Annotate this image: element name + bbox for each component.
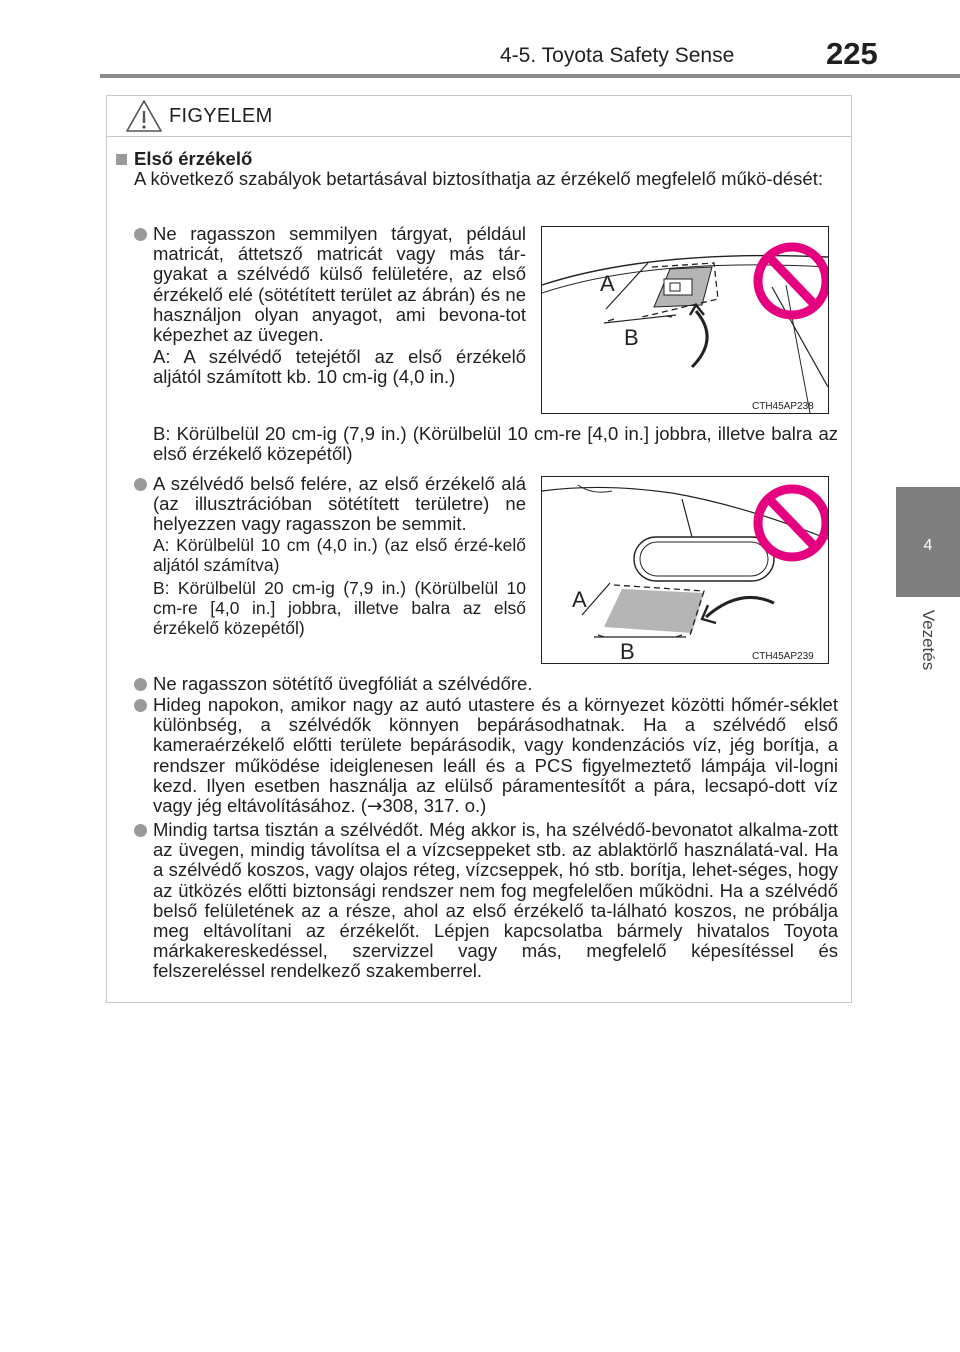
figure1-label-a: A bbox=[600, 271, 615, 296]
item4-text bbox=[153, 695, 838, 817]
prohibited-icon bbox=[758, 247, 826, 315]
item5-text: Mindig tartsa tisztán a szélvédőt. Még akkor is, ha szélvédő-bevonatot alkalma-zott az üvegen, mindig távolítsa el a vízcseppeket stb. az ablaktörlő használatá-val. Ha a szélvédő koszos, vagy olajos réteg, vízcseppek, hó stb. borítja, lehet-séges, hogy az ütközés előtti biztonsági rendszer nem fog megfelelően működni. Ha a szélvédő belső felületének az a része, ahol az első érzékelő ta-lálható koszos, ne próbálja meg eltávolítani az érzékelőt. Lépjen kapcsolatba bármely hivatalos Toyota márkakereskedéssel, szervizzel vagy más, megfelelő képesítéssel és felszereléssel rendelkező szakemberrel. bbox=[153, 819, 838, 982]
warning-title: FIGYELEM bbox=[169, 105, 273, 127]
warning-triangle-icon bbox=[125, 99, 163, 133]
section-heading: Első érzékelő bbox=[134, 148, 253, 169]
item2-text: A szélvédő belső felére, az első érzékelő alá (az illusztrációban sötétített területre) ne helyezzen vagy ragasszon be semmit. bbox=[153, 473, 526, 535]
figure2-drawing bbox=[542, 477, 828, 663]
chapter-label-container bbox=[898, 600, 958, 680]
page-number: 225 bbox=[826, 36, 878, 71]
arrow-icon: → bbox=[366, 796, 383, 818]
section-bullet-square bbox=[116, 154, 127, 165]
figure1-label-b: B bbox=[624, 325, 639, 350]
item4-text-main: Hideg napokon, amikor nagy az autó utastere és a környezet közötti hőmér-séklet különbség, a szélvédők könnyen bepárásodhatnak. Ha a szélvédő első kameraérzékelő előtti területe bepárásodik, vagy kondenzációs víz, jég borítja, a rendszer működése ideiglenesen leáll és a PCS figyelmeztető lámpája vil-logni kezd. Ilyen esetben használja az elülső páramentesítőt a pára, lecsapó-dott víz vagy jég eltávolításához. ( bbox=[153, 694, 838, 817]
item4-page-ref: 308, 317. o.) bbox=[382, 795, 487, 817]
item1-note-b: B: Körülbelül 20 cm-ig (7,9 in.) (Körülbelül 10 cm-re [4,0 in.] jobbra, illetve balra az első érzékelő közepétől) bbox=[153, 423, 838, 465]
chapter-number: 4 bbox=[923, 537, 933, 554]
figure1-code: CTH45AP238 bbox=[752, 401, 814, 412]
bullet-dot bbox=[134, 678, 147, 691]
figure2-code: CTH45AP239 bbox=[752, 651, 814, 662]
section-intro: A következő szabályok betartásával biztosíthatja az érzékelő megfelelő műkö-dését: bbox=[134, 168, 823, 189]
item1-text: Ne ragasszon semmilyen tárgyat, például matricát, áttetsző matricát vagy más tár-gyakat a szélvédő külső felületére, az első érzékelő elé (sötétített terület az ábrán) és ne használjon olyan anyagot, ami bevona-tot képezhet az üvegen. bbox=[153, 223, 526, 346]
bullet-dot bbox=[134, 699, 147, 712]
chapter-label: Vezetés bbox=[919, 609, 938, 671]
item2-note-b: B: Körülbelül 20 cm-ig (7,9 in.) (Körülbelül 10 cm-re [4,0 in.] jobbra, illetve balra az első érzékelő közepétől) bbox=[153, 578, 526, 639]
warning-header bbox=[107, 96, 851, 137]
bullet-dot bbox=[134, 478, 147, 491]
section-title: 4-5. Toyota Safety Sense bbox=[500, 44, 735, 67]
bullet-dot bbox=[134, 824, 147, 837]
chapter-tab bbox=[896, 487, 960, 597]
header-rule bbox=[100, 74, 960, 78]
figure2-label-a: A bbox=[572, 587, 587, 612]
item2-note-a: A: Körülbelül 10 cm (4,0 in.) (az első érzé-kelő aljától számítva) bbox=[153, 535, 526, 576]
prohibited-icon bbox=[758, 489, 826, 557]
figure-windshield-inside bbox=[541, 476, 829, 664]
bullet-dot bbox=[134, 228, 147, 241]
figure2-label-b: B bbox=[620, 639, 635, 663]
item3-text: Ne ragasszon sötétítő üvegfóliát a szélvédőre. bbox=[153, 673, 533, 694]
figure1-drawing bbox=[542, 227, 828, 413]
item1-note-a: A: A szélvédő tetejétől az első érzékelő aljától számított kb. 10 cm-ig (4,0 in.) bbox=[153, 346, 526, 388]
figure-windshield-outside bbox=[541, 226, 829, 414]
